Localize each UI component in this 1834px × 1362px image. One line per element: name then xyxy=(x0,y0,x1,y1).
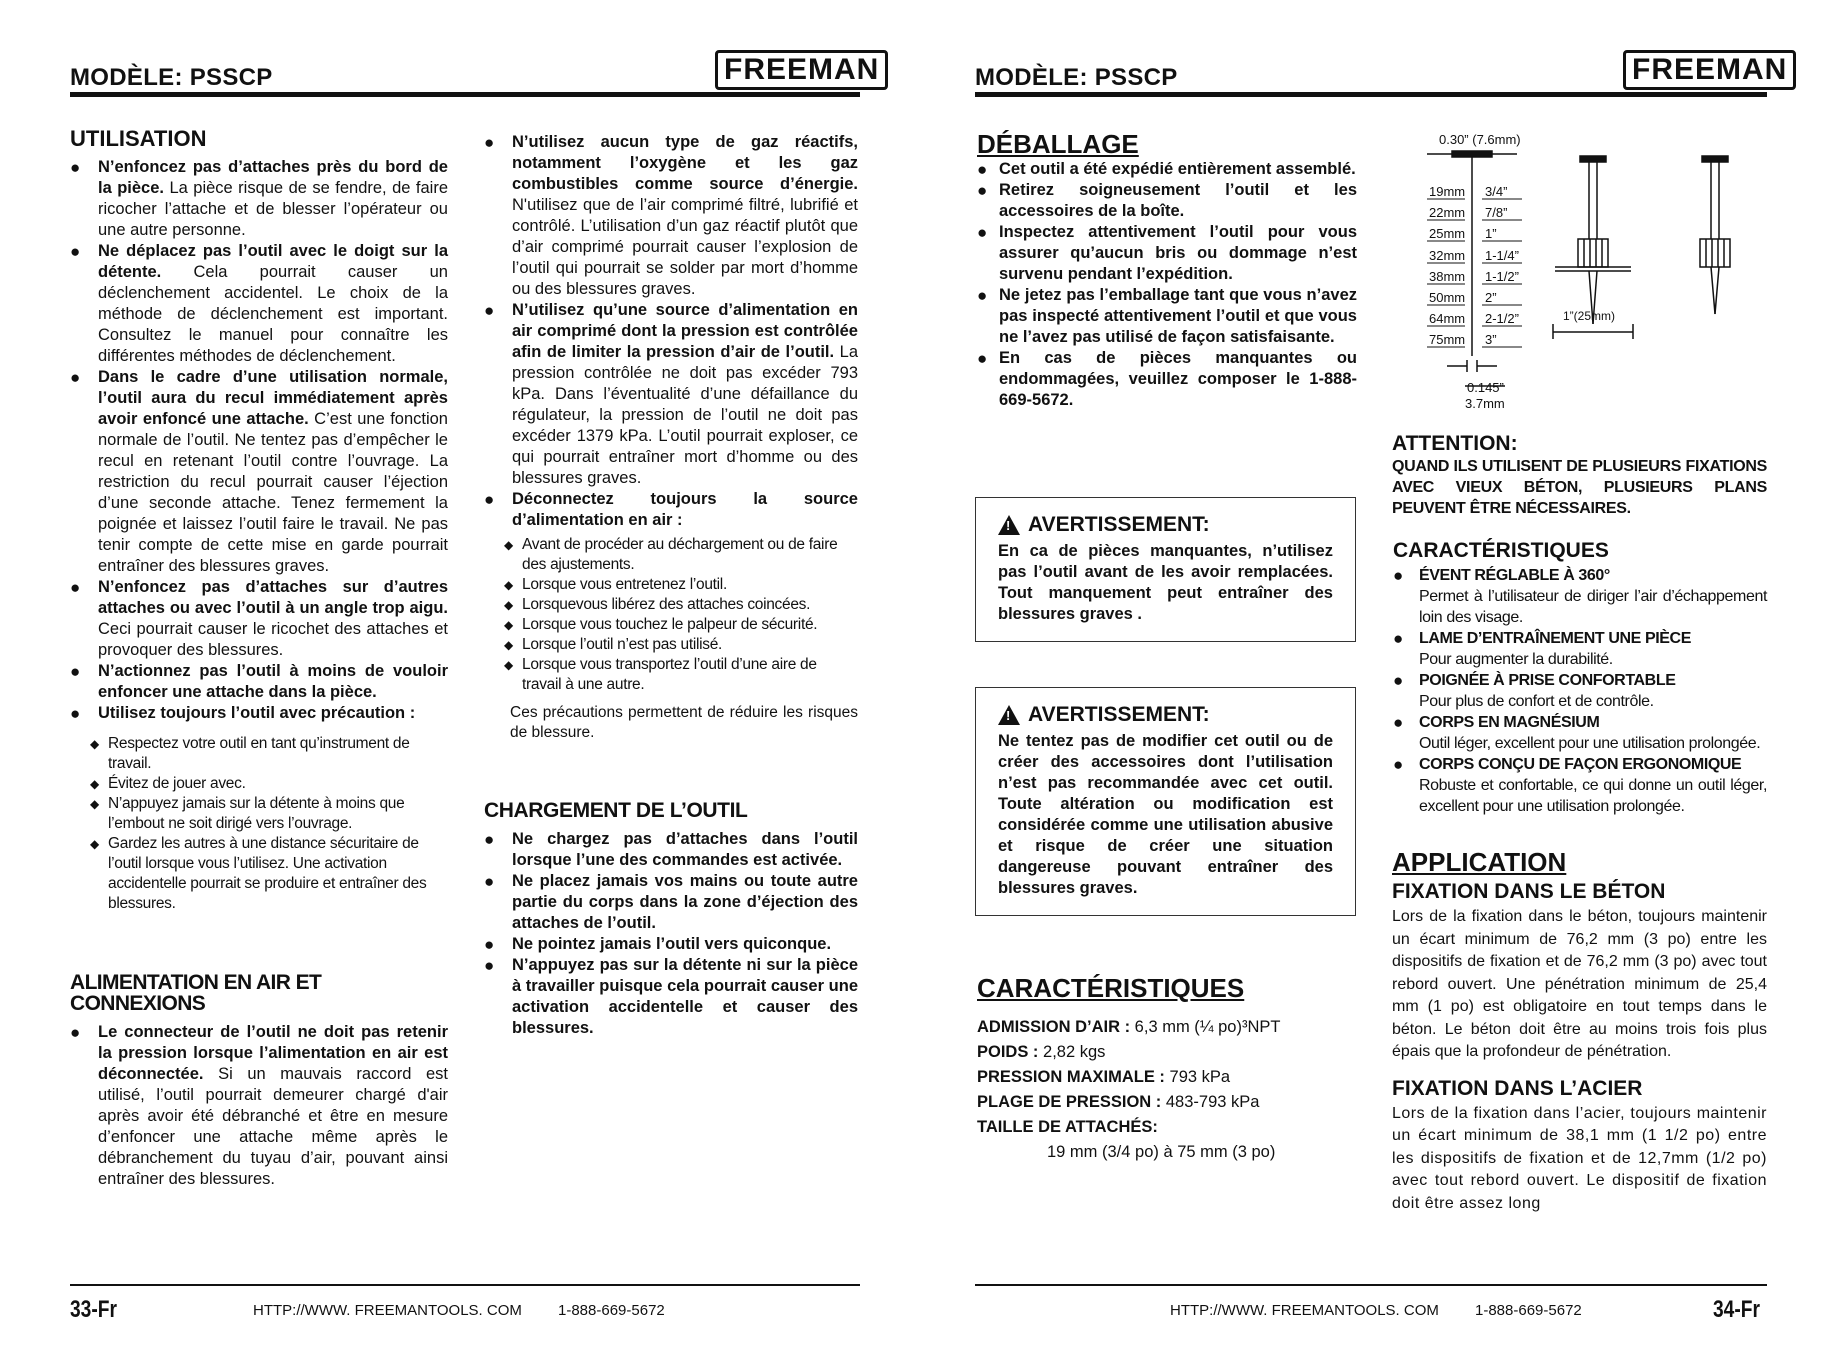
head-width-label: 0.30” (7.6mm) xyxy=(1439,132,1521,147)
list-item: ● Ne jetez pas l’emballage tant que vous n’avez pas inspecté attentivement l’outil et que vous ne l’avez pas utilisé de façon satisfaisante. xyxy=(977,285,1357,348)
footer-phone: 1-888-669-5672 xyxy=(558,1302,665,1319)
footer-rule xyxy=(70,1284,860,1286)
column-left-1 xyxy=(70,128,448,914)
application-heading: APPLICATION xyxy=(1392,847,1567,877)
header-rule xyxy=(975,92,1767,97)
washer-label: 1”(25mm) xyxy=(1563,309,1616,323)
nail-with-sleeve xyxy=(1700,156,1730,314)
svg-text:64mm: 64mm xyxy=(1429,311,1466,326)
application-section xyxy=(1392,847,1767,1215)
sub-list-item: ◆ Lorsque vous entretenez l’outil. xyxy=(504,575,858,595)
list-item: ● N’appuyez pas sur la détente ni sur la pièce à travailler puisque cela pourrait causer une activation accidentelle et causer des blessures. xyxy=(484,955,858,1039)
warning-text: Ne tentez pas de modifier cet outil ou de créer des accessoires dont l’utilisation n’est pas recommandée avec cet outil. Toute altération ou modification est considérée comme une utilisation abusive et risque de créer une situation dangereuse pouvant entraîner des blessures graves. xyxy=(998,732,1333,897)
svg-text:19mm: 19mm xyxy=(1429,184,1466,199)
gas-list xyxy=(484,132,858,531)
attention-text: QUAND ILS UTILISENT DE PLUSIEURS FIXATIONS AVEC VIEUX BÉTON, PLUSIEURS PLANS PEUVENT ÊTRE NÉCESSAIRES. xyxy=(1392,458,1767,517)
specs-heading: CARACTÉRISTIQUES xyxy=(977,973,1245,1003)
footer-rule xyxy=(975,1284,1767,1286)
spec-row: PRESSION MAXIMALE : 793 kPa xyxy=(977,1068,1231,1086)
alimentation-heading: ALIMENTATION EN AIR ET CONNEXIONS xyxy=(70,971,322,1015)
svg-text:1-1/4”: 1-1/4” xyxy=(1485,248,1519,263)
list-item: ● Inspectez attentivement l’outil pour vous assurer qu’aucun bris ou dommage n’est survenu pendant l’expédition. xyxy=(977,222,1357,285)
svg-text:50mm: 50mm xyxy=(1429,290,1466,305)
spec-row: ADMISSION D’AIR : 6,3 mm (¼ po)³NPT xyxy=(977,1018,1281,1036)
spec-row: PLAGE DE PRESSION : 483-793 kPa xyxy=(977,1093,1260,1111)
list-item: ● Retirez soigneusement l’outil et les accessoires de la boîte. xyxy=(977,180,1357,222)
model-title: MODÈLE: PSSCP xyxy=(975,64,1178,91)
page-number: 33-Fr xyxy=(70,1296,117,1323)
model-title: MODÈLE: PSSCP xyxy=(70,64,273,91)
sub-list-item: ◆ Gardez les autres à une distance sécuritaire de l’outil lorsque vous l’utilisez. Une activation accidentelle pourrait se produire et entraîner des blessures. xyxy=(90,834,448,914)
acier-heading: FIXATION DANS L’ACIER xyxy=(1392,1076,1643,1100)
list-item: ● N’utilisez aucun type de gaz réactifs, notamment l’oxygène et les gaz combustibles comme source d’énergie. N'utilisez que de l’air comprimé filtré, lubrifié et contrôlé. L’utilisation d’un gaz réactif plutôt que d’air comprimé pourrait causer l’explosion de l’outil qui pourrait se solder par mort d’homme ou des blessures graves. xyxy=(484,132,858,300)
spec-row: POIDS : 2,82 kgs xyxy=(977,1043,1106,1061)
warning-text: En ca de pièces manquantes, n’utilisez pas l’outil avant de les avoir remplacées. Tout manquement peut entraîner des blessures graves . xyxy=(998,542,1333,623)
freeman-logo: FREEMAN xyxy=(715,50,888,90)
chargement-list xyxy=(484,829,858,1039)
footer-url[interactable]: HTTP://WWW. FREEMANTOOLS. COM xyxy=(253,1302,522,1319)
alimentation-list xyxy=(70,1022,448,1190)
deballage-section xyxy=(977,129,1357,411)
svg-text:3”: 3” xyxy=(1485,332,1497,347)
list-item: ● Ne pointez jamais l’outil vers quiconque. xyxy=(484,934,858,955)
footer-phone: 1-888-669-5672 xyxy=(1475,1302,1582,1319)
acier-text: Lors de la fixation dans l’acier, toujours maintenir un écart minimum de 38,1 mm (1 1/2 po) entre les dispositifs de fixation et de 12,7mm (1/2 po) avec tout rebord ouvert. Le dispositif de fixation doit être assez long xyxy=(1392,1104,1767,1212)
features-heading: CARACTÉRISTIQUES xyxy=(1393,539,1609,562)
warning-box-2 xyxy=(975,687,1356,916)
list-item: ● LAME D’ENTRAÎNEMENT UNE PIÈCE Pour augmenter la durabilité. xyxy=(1393,628,1767,670)
warning-icon: ! xyxy=(998,515,1020,535)
sub-list-item: ◆ Avant de procéder au déchargement ou de faire des ajustements. xyxy=(504,535,858,575)
utilisation-heading: UTILISATION xyxy=(70,126,207,151)
disconnect-sublist xyxy=(484,535,858,695)
svg-text:25mm: 25mm xyxy=(1429,226,1466,241)
list-item: ● Ne déplacez pas l’outil avec le doigt sur la détente. Cela pourrait causer un déclenchement accidentel. Le choix de la méthode de déclenchement est important. Consultez le manuel pour connaître les différentes méthodes de déclenchement. xyxy=(70,241,448,367)
column-left-2 xyxy=(484,132,858,743)
list-item: ● Ne placez jamais vos mains ou toute autre partie du corps dans la zone d’éjection des attaches de l’outil. xyxy=(484,871,858,934)
deballage-list xyxy=(977,159,1357,411)
list-item: ● N’enfoncez pas d’attaches sur d’autres attaches ou avec l’outil à un angle trop aigu. Ceci pourrait causer le ricochet des attaches et provoquer des blessures. xyxy=(70,577,448,661)
svg-text:2”: 2” xyxy=(1485,290,1497,305)
page-number: 34-Fr xyxy=(1713,1296,1760,1323)
beton-heading: FIXATION DANS LE BÉTON xyxy=(1392,880,1666,903)
svg-text:1”: 1” xyxy=(1485,226,1497,241)
precaution-sublist xyxy=(70,734,448,914)
list-item: ● N’actionnez pas l’outil à moins de vouloir enfoncer une attache dans la pièce. xyxy=(70,661,448,703)
list-item: ● Ne chargez pas d’attaches dans l’outil lorsque l’une des commandes est activée. xyxy=(484,829,858,871)
list-item: ● En cas de pièces manquantes ou endommagées, veuillez composer le 1-888-669-5672. xyxy=(977,348,1357,411)
list-item: ● ÉVENT RÉGLABLE À 360° Permet à l’utilisateur de diriger l’air d’échappement loin des visage. xyxy=(1393,565,1767,628)
warning-icon: ! xyxy=(998,705,1020,725)
list-item: ● Dans le cadre d’une utilisation normale, l’outil aura du recul immédiatement après avoir enfoncé une attache. C’est une fonction normale de l’outil. Ne tentez pas d’empêcher le recul en retenant l’outil contre l’ouvrage. La restriction du recul pourrait causer l’éjection d’une seconde attache. Tenez fermement la poignée et laissez l’outil faire le travail. Ne pas tenir compte de cette mise en garde pourrait entraîner des blessures graves. xyxy=(70,367,448,577)
attention-section xyxy=(1392,433,1767,519)
fastener-diagram xyxy=(1387,124,1767,424)
footer-url[interactable]: HTTP://WWW. FREEMANTOOLS. COM xyxy=(1170,1302,1439,1319)
svg-text:22mm: 22mm xyxy=(1429,205,1466,220)
deballage-heading: DÉBALLAGE xyxy=(977,129,1139,159)
svg-text:0.145”: 0.145” xyxy=(1467,380,1504,395)
spec-row: TAILLE DE ATTACHÉS: xyxy=(977,1118,1158,1136)
column-left-1b xyxy=(70,972,448,1190)
sub-list-item: ◆ Lorsque l’outil n’est pas utilisé. xyxy=(504,635,858,655)
warning-title: AVERTISSEMENT: xyxy=(1028,703,1210,726)
svg-text:7/8”: 7/8” xyxy=(1485,205,1508,220)
chargement-section xyxy=(484,800,858,1039)
sub-list-item: ◆ Lorsquevous libérez des attaches coincées. xyxy=(504,595,858,615)
beton-text: Lors de la fixation dans le béton, toujours maintenir un écart minimum de 76,2 mm (3 po) entre les dispositifs de fixation et de 76,2 mm (3 po) avec tout rebord ouvert. Une pénétration minimum de 25,4 mm (1 po) est obligatoire en tout temps dans le béton. Le béton doit être au moins trois fois plus épais que la profondeur de pénétration. xyxy=(1392,908,1767,1060)
sub-list-item: ◆ Lorsque vous transportez l’outil d’une aire de travail à une autre. xyxy=(504,655,858,695)
precautions-note: Ces précautions permettent de réduire les risques de blessure. xyxy=(510,704,858,741)
features-list xyxy=(1393,565,1767,817)
freeman-logo: FREEMAN xyxy=(1623,50,1796,90)
svg-text:1-1/2”: 1-1/2” xyxy=(1485,269,1519,284)
sub-list-item: ◆ N’appuyez jamais sur la détente à moins que l’embout ne soit dirigé vers l’ouvrage. xyxy=(90,794,448,834)
list-item: ● Déconnectez toujours la source d’alimentation en air : xyxy=(484,489,858,531)
sub-list-item: ◆ Respectez votre outil en tant qu’instrument de travail. xyxy=(90,734,448,774)
list-item: ● N’utilisez qu’une source d’alimentation en air comprimé dont la pression est contrôlée afin de limiter la pression d’air de l’outil. La pression contrôlée ne doit pas excéder 793 kPa. Dans l’éventualité d’une défaillance du régulateur, la pression de l’outil ne doit pas excéder 1379 kPa. L’outil pourrait exploser, ce qui pourrait entraîner mort d’homme ou des blessures graves. xyxy=(484,300,858,489)
specs-section xyxy=(977,973,1357,1167)
sub-list-item: ◆ Lorsque vous touchez le palpeur de sécurité. xyxy=(504,615,858,635)
attention-heading: ATTENTION: xyxy=(1392,432,1518,455)
svg-text:38mm: 38mm xyxy=(1429,269,1466,284)
size-range: 19 mm (3/4 po) à 75 mm (3 po) xyxy=(1047,1143,1276,1161)
list-item: ● POIGNÉE À PRISE CONFORTABLE Pour plus de confort et de contrôle. xyxy=(1393,670,1767,712)
features-section xyxy=(1393,540,1767,817)
list-item: ● Le connecteur de l’outil ne doit pas retenir la pression lorsque l’alimentation en air est déconnectée. Si un mauvais raccord est utilisé, l’outil pourrait demeurer chargé d'air après avoir été débranché et être en mesure d’enfoncer une attache même après le débranchement du tuyau d’air, pouvant ainsi entraîner des blessures. xyxy=(70,1022,448,1190)
svg-text:3/4”: 3/4” xyxy=(1485,184,1508,199)
warning-box-1 xyxy=(975,497,1356,642)
utilisation-list xyxy=(70,157,448,724)
list-item: ● CORPS CONÇU DE FAÇON ERGONOMIQUE Robuste et confortable, ce qui donne un outil léger, excellent pour une utilisation prolongée. xyxy=(1393,754,1767,817)
page-right xyxy=(917,0,1834,1362)
list-item: ● N’enfoncez pas d’attaches près du bord de la pièce. La pièce risque de se fendre, de faire ricocher l’attache et de blesser l’opérateur ou une autre personne. xyxy=(70,157,448,241)
header-rule xyxy=(70,92,860,97)
svg-text:32mm: 32mm xyxy=(1429,248,1466,263)
svg-text:3.7mm: 3.7mm xyxy=(1465,396,1505,411)
warning-title: AVERTISSEMENT: xyxy=(1028,513,1210,536)
svg-text:75mm: 75mm xyxy=(1429,332,1466,347)
list-item: ● CORPS EN MAGNÉSIUM Outil léger, excellent pour une utilisation prolongée. xyxy=(1393,712,1767,754)
list-item: ● Cet outil a été expédié entièrement assemblé. xyxy=(977,159,1357,180)
svg-text:2-1/2”: 2-1/2” xyxy=(1485,311,1519,326)
sub-list-item: ◆ Évitez de jouer avec. xyxy=(90,774,448,794)
list-item: ● Utilisez toujours l’outil avec précaution : xyxy=(70,703,448,724)
chargement-heading: CHARGEMENT DE L’OUTIL xyxy=(484,799,748,822)
